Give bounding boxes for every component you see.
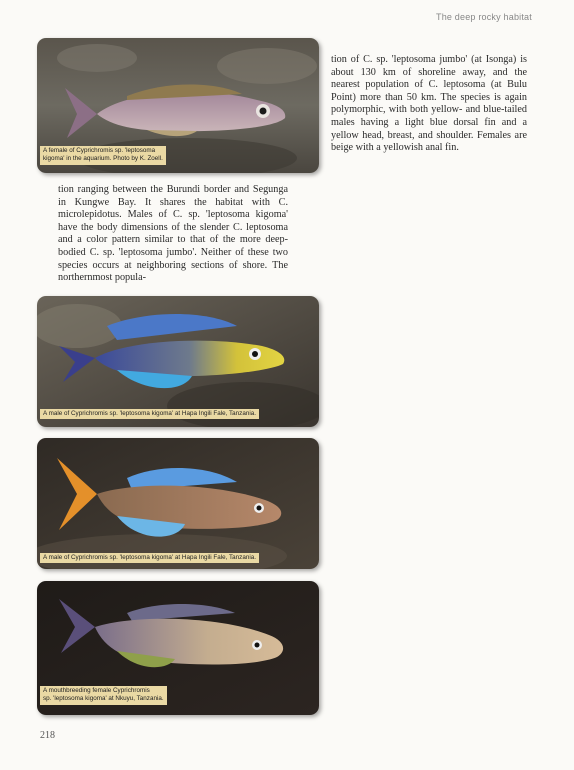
running-head: The deep rocky habitat	[436, 12, 532, 22]
body-text-right: tion of C. sp. 'leptosoma jumbo' (at Isonga) is about 130 km of shoreline away, and the nearest population of C. leptosoma (at Bulu Point) more than 50 km. The species is again polymorphic, with both yellow- and blue-tailed males having a light blue dorsal fin and a yellow head, breast, and shoulder. Females are beige with a yellowish anal fin.	[331, 54, 527, 154]
photo-caption: A male of Cyprichromis sp. 'leptosoma kigoma' at Hapa Ingili Fale, Tanzania.	[40, 553, 259, 563]
body-text-left: tion ranging between the Burundi border and Segunga in Kungwe Bay. It shares the habitat with C. microlepidotus. Males of C. sp. 'leptosoma kigoma' have the body dimensions of the slender C. leptosoma and a color pattern similar to that of the more deep-bodied C. sp. 'leptosoma jumbo'. Neither of these two species occurs at neighboring sections of shore. The northernmost popula-	[58, 184, 288, 284]
photo-caption: A male of Cyprichromis sp. 'leptosoma kigoma' at Hapa Ingili Fale, Tanzania.	[40, 409, 259, 419]
photo-caption: A female of Cyprichromis sp. 'leptosoma kigoma' in the aquarium. Photo by K. Zoell.	[40, 146, 166, 165]
page-number: 218	[40, 730, 55, 741]
photo-male-yellow	[37, 296, 319, 427]
photo-caption: A mouthbreeding female Cyprichromis sp. 'leptosoma kigoma' at Nkuyu, Tanzania.	[40, 686, 167, 705]
photo-male-orange	[37, 438, 319, 569]
